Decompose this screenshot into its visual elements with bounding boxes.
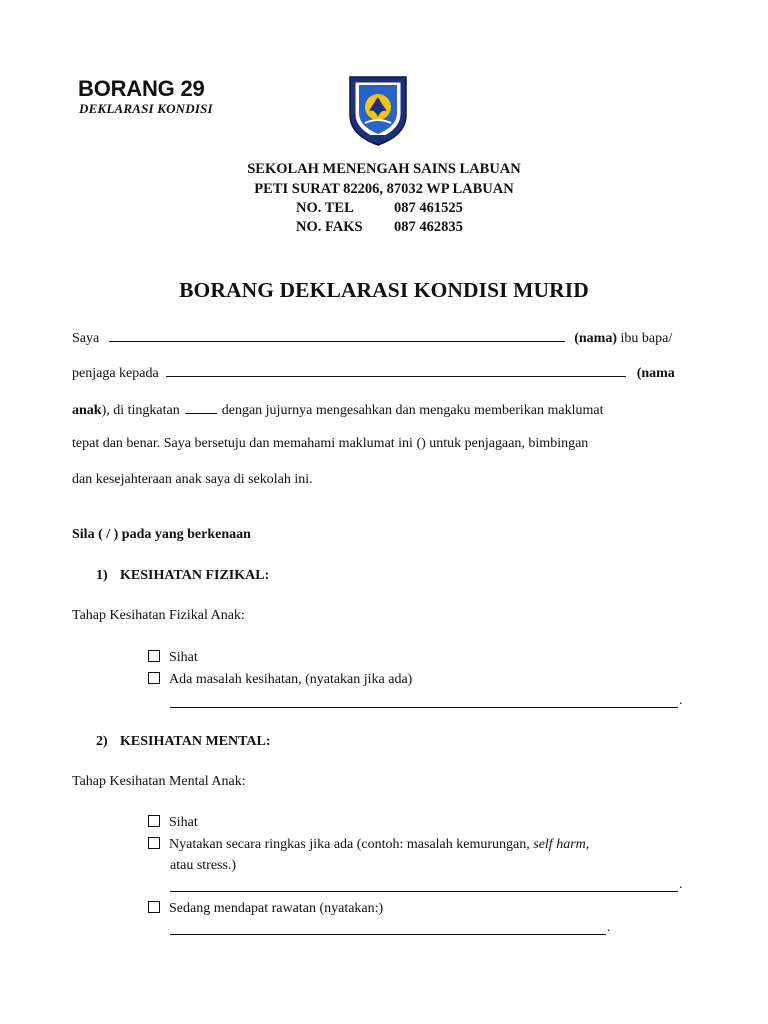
section-2-option-sihat[interactable]: [148, 815, 198, 831]
section-2-details-field[interactable]: [170, 891, 678, 892]
section-2-option-nyatakan[interactable]: [148, 837, 589, 853]
school-address: PETI SURAT 82206, 87032 WP LABUAN: [254, 181, 514, 197]
section-2-number: 2): [96, 734, 108, 749]
page-title: BORANG DEKLARASI KONDISI MURID: [179, 278, 589, 302]
checkbox-icon[interactable]: [148, 901, 160, 913]
section-1-title: KESIHATAN FIZIKAL:: [120, 568, 270, 583]
declaration-line-5: dan kesejahteraan anak saya di sekolah ini.: [72, 472, 313, 487]
section-2-treatment-field[interactable]: [170, 934, 606, 935]
option-label: Nyatakan secara ringkas jika ada (contoh: masalah kemurungan,: [169, 837, 530, 852]
declaration-line-3: [72, 401, 690, 419]
checkbox-icon[interactable]: [148, 672, 160, 684]
fax-label: NO. FAKS: [296, 219, 363, 235]
checkbox-icon[interactable]: [148, 650, 160, 662]
section-2-option-rawatan[interactable]: [148, 901, 383, 917]
section-2-label: Tahap Kesihatan Mental Anak:: [72, 774, 246, 789]
fax-value: 087 462835: [394, 219, 463, 235]
declaration-tingkatan: ), di tingkatan: [101, 403, 180, 418]
option-label: Sihat: [169, 815, 198, 830]
section-1-label: Tahap Kesihatan Fizikal Anak:: [72, 608, 245, 623]
form-level-field[interactable]: [185, 401, 217, 414]
section-1-option-sihat[interactable]: [148, 650, 198, 666]
section-1-option-masalah[interactable]: [148, 672, 412, 688]
checkbox-icon[interactable]: [148, 815, 160, 827]
school-fax-row: [296, 219, 463, 236]
section-2-title: KESIHATAN MENTAL:: [120, 734, 271, 749]
form-number: BORANG 29: [78, 76, 205, 101]
tel-label: NO. TEL: [296, 200, 354, 216]
section-2-heading: [96, 734, 271, 750]
section-1-number: 1): [96, 568, 108, 583]
school-crest-icon: [347, 71, 409, 147]
instruction-text: Sila ( / ) pada yang berkenaan: [72, 527, 251, 542]
declaration-nama-anak-label: (nama: [636, 366, 675, 381]
option-label-italic: self harm,: [533, 837, 590, 852]
option-label: Sihat: [169, 650, 198, 665]
school-name: SEKOLAH MENENGAH SAINS LABUAN: [247, 161, 521, 177]
declaration-jujurnya: dengan jujurnya mengesahkan dan mengaku memberikan maklumat: [221, 403, 604, 418]
parent-name-field[interactable]: [109, 329, 565, 342]
section-2-option-nyatakan-cont: atau stress.): [170, 858, 237, 873]
tel-value: 087 461525: [394, 200, 463, 216]
checkbox-icon[interactable]: [148, 837, 160, 849]
child-name-field[interactable]: [166, 364, 626, 377]
declaration-anak-label: anak: [72, 403, 102, 418]
option-label: Sedang mendapat rawatan (nyatakan:): [169, 901, 384, 916]
school-tel-row: [296, 200, 463, 217]
declaration-saya: Saya: [72, 331, 100, 346]
form-subtitle: DEKLARASI KONDISI: [79, 101, 213, 116]
line-end-period: .: [679, 877, 683, 892]
declaration-ibu-bapa: ibu bapa/: [620, 331, 673, 346]
section-1-details-field[interactable]: [170, 707, 678, 708]
line-end-period: .: [679, 693, 683, 708]
option-label: Ada masalah kesihatan, (nyatakan jika ada): [169, 672, 413, 687]
declaration-line-1: [72, 329, 690, 347]
line-end-period: .: [607, 920, 611, 935]
declaration-nama-label: (nama): [574, 331, 617, 346]
declaration-penjaga: penjaga kepada: [72, 366, 159, 381]
section-1-heading: [96, 568, 269, 584]
declaration-line-4: tepat dan benar. Saya bersetuju dan memahami maklumat ini () untuk penjagaan, bimbingan: [72, 436, 589, 451]
declaration-line-2: [72, 364, 690, 382]
